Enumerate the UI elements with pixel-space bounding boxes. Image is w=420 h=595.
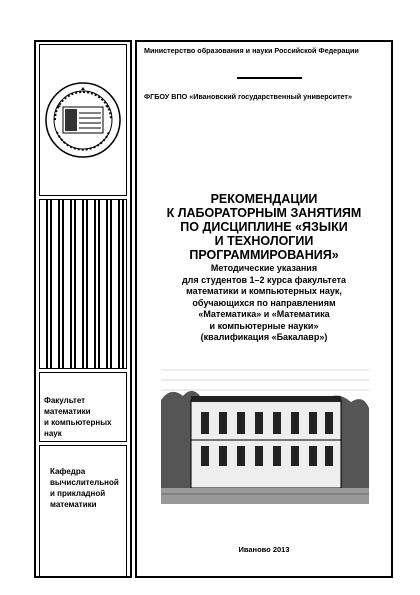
cover-main-panel [135, 40, 393, 578]
city-year: Иваново 2013 [238, 545, 290, 554]
faculty-label [39, 372, 127, 442]
ministry-name: Министерство образования и науки Российской Федерации [144, 46, 359, 55]
document-subtitle: Методические указания для студентов 1–2 курса факультета математики и компьютерных наук, обучающихся по направлениям «Математика» и «Математика и компьютерные науки» (квалификация «Бакалавр») [181, 263, 347, 342]
university-seal-icon [43, 60, 123, 180]
cover-sidebar [34, 40, 132, 578]
university-seal [39, 44, 127, 196]
chair-label [39, 445, 127, 577]
faculty-text: Факультет математики и компьютерных наук [44, 396, 112, 438]
document-title: РЕКОМЕНДАЦИИ К ЛАБОРАТОРНЫМ ЗАНЯТИЯМ ПО ДИСЦИПЛИНЕ «ЯЗЫКИ И ТЕХНОЛОГИИ ПРОГРАММИРОВАНИЯ» [166, 192, 362, 262]
decorative-stripes [39, 199, 127, 369]
university-name: ФГБОУ ВПО «Ивановский государственный университет» [144, 92, 352, 101]
chair-text: Кафедра вычислительной и прикладной математики [50, 467, 119, 509]
header-divider [237, 77, 302, 79]
university-building-image [161, 360, 369, 504]
book-cover [22, 26, 396, 580]
